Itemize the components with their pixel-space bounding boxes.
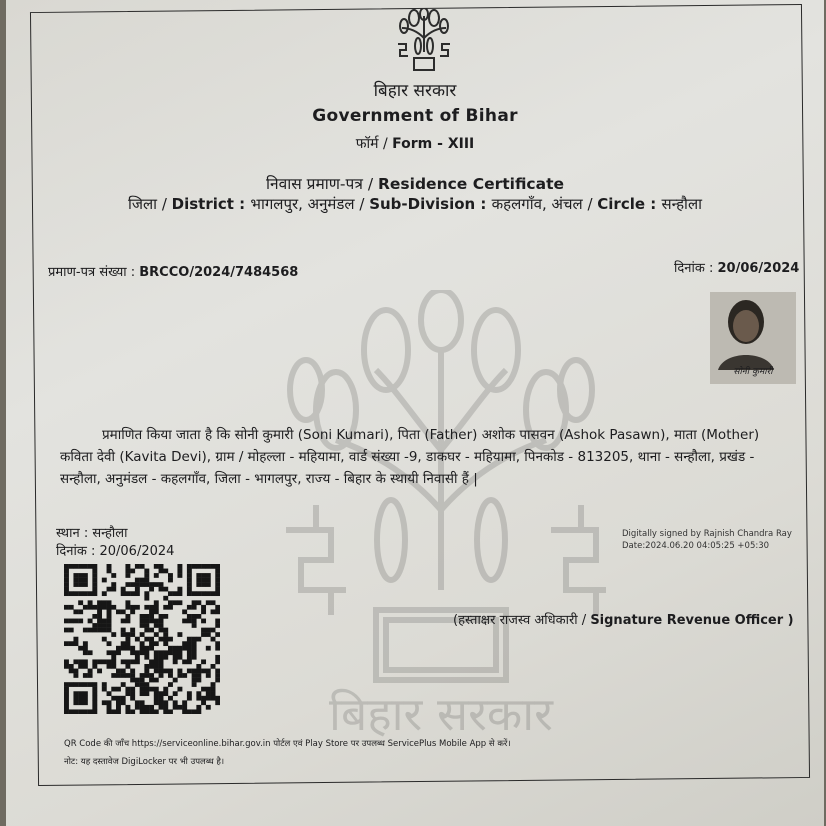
- watermark-text: बिहार सरकार: [329, 687, 553, 740]
- issue-place-label: स्थान :: [56, 526, 93, 541]
- signature-label-hi: (हस्ताक्षर राजस्व अधिकारी /: [453, 613, 591, 628]
- certificate-line-3: सन्हौला, अनुमंडल - कहलगाँव, जिला - भागलपुर, राज्य - बिहार के स्थायी निवासी हैं |: [60, 471, 478, 487]
- issue-place-value: सन्हौला: [92, 526, 128, 541]
- certificate-line-2: कविता देवी (Kavita Devi), ग्राम / मोहल्ला - महियामा, वार्ड संख्या -9, डाकघर - महियामा, पिनकोड - 813205, थाना - सन्हौला, प्रखंड -: [60, 449, 755, 465]
- district-label-hi: जिला /: [127, 195, 172, 213]
- photo-signature: सोनी कुमारी: [733, 367, 773, 377]
- officer-signature-line: [453, 610, 794, 628]
- digital-signature-name: Digitally signed by Rajnish Chandra Ray: [622, 529, 792, 539]
- form-label-en: Form - XIII: [392, 136, 475, 152]
- certificate-title-hi: निवास प्रमाण-पत्र /: [265, 175, 378, 193]
- bihar-emblem-logo: [394, 8, 454, 74]
- issue-place: [56, 523, 127, 541]
- qr-code[interactable]: [64, 564, 220, 714]
- issue-date-top-value: 20/06/2024: [717, 261, 800, 276]
- english-govt-title: Government of Bihar: [312, 106, 518, 126]
- bihar-emblem-watermark: [276, 290, 606, 740]
- form-label-hi: फॉर्म /: [355, 136, 393, 152]
- issue-date-top-label: दिनांक :: [674, 261, 718, 276]
- signature-label-en: Signature Revenue Officer ): [590, 613, 794, 628]
- certificate-number-value: BRCCO/2024/7484568: [139, 265, 299, 280]
- certificate-body: [60, 424, 798, 490]
- subdivision-value: कहलगाँव, अंचल /: [491, 195, 598, 213]
- certificate-number: [48, 262, 298, 280]
- issue-date-bottom-label: दिनांक :: [56, 544, 100, 559]
- qr-verification-note: QR Code की जाँच https://serviceonline.bihar.gov.in पोर्टल एवं Play Store पर उपलब्ध ServicePlus Mobile App से करें।: [64, 739, 511, 749]
- certificate-title-en: Residence Certificate: [377, 175, 565, 193]
- issue-date-bottom: [56, 541, 174, 559]
- issue-date-bottom-value: 20/06/2024: [99, 544, 175, 559]
- circle-value: सन्हौला: [661, 195, 702, 213]
- certificate-page: [6, 0, 824, 826]
- digital-signature-date: Date:2024.06.20 04:05:25 +05:30: [622, 541, 770, 551]
- district-value: भागलपुर, अनुमंडल /: [250, 195, 370, 213]
- certificate-line-1: प्रमाणित किया जाता है कि सोनी कुमारी (Soni Kumari), पिता (Father) अशोक पासवन (Ashok Pasawn), माता (Mother): [102, 427, 760, 443]
- hindi-govt-title: बिहार सरकार: [373, 81, 457, 101]
- certificate-number-label: प्रमाण-पत्र संख्या :: [48, 265, 140, 280]
- district-label-en: District :: [171, 195, 251, 213]
- certificate-title: [6, 172, 824, 194]
- digilocker-note: नोट: यह दस्तावेज DigiLocker पर भी उपलब्ध है।: [64, 757, 225, 767]
- location-line: [6, 194, 824, 214]
- form-number: [6, 134, 824, 153]
- issue-date-top: [674, 258, 799, 276]
- subdivision-label: Sub-Division :: [369, 195, 492, 213]
- circle-label: Circle :: [597, 195, 662, 213]
